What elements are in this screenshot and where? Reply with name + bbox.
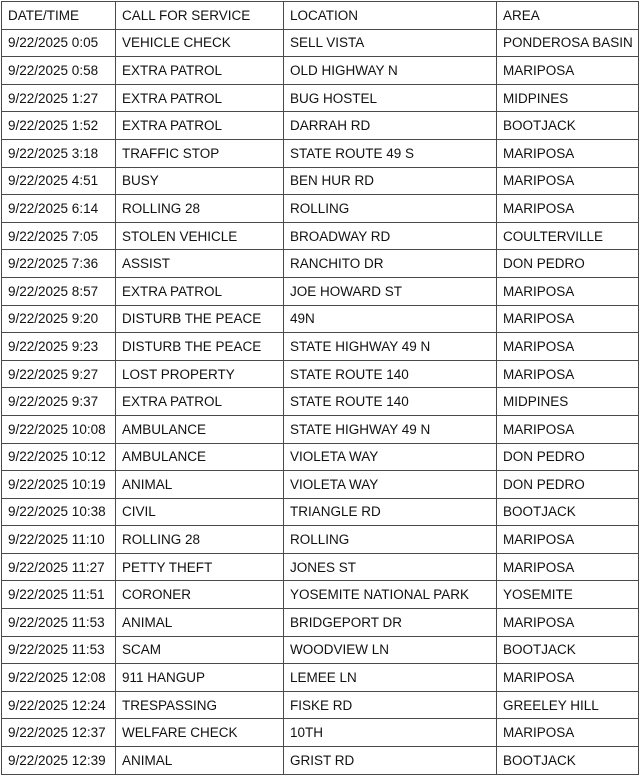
date-time-cell: 9/22/2025 10:38: [2, 498, 116, 526]
call-for-service-cell: EXTRA PATROL: [116, 84, 284, 112]
date-time-cell: 9/22/2025 12:39: [2, 747, 116, 775]
header-call-for-service: CALL FOR SERVICE: [116, 2, 284, 30]
call-for-service-cell: AMBULANCE: [116, 415, 284, 443]
date-time-cell: 9/22/2025 9:27: [2, 360, 116, 388]
area-cell: MARIPOSA: [497, 333, 639, 361]
call-for-service-cell: VEHICLE CHECK: [116, 29, 284, 57]
location-cell: TRIANGLE RD: [284, 498, 497, 526]
table-row: [2, 29, 639, 57]
area-cell: YOSEMITE: [497, 581, 639, 609]
date-time-cell: 9/22/2025 11:51: [2, 581, 116, 609]
call-for-service-cell: TRESPASSING: [116, 691, 284, 719]
table-row: [2, 691, 639, 719]
call-for-service-cell: SCAM: [116, 636, 284, 664]
table-row: [2, 277, 639, 305]
area-cell: BOOTJACK: [497, 498, 639, 526]
call-for-service-cell: EXTRA PATROL: [116, 388, 284, 416]
table-row: [2, 443, 639, 471]
location-cell: RANCHITO DR: [284, 250, 497, 278]
table-row: [2, 167, 639, 195]
area-cell: DON PEDRO: [497, 250, 639, 278]
table-row: [2, 222, 639, 250]
call-for-service-cell: AMBULANCE: [116, 443, 284, 471]
call-for-service-cell: ANIMAL: [116, 471, 284, 499]
date-time-cell: 9/22/2025 9:23: [2, 333, 116, 361]
call-for-service-cell: EXTRA PATROL: [116, 112, 284, 140]
table-row: [2, 526, 639, 554]
area-cell: MARIPOSA: [497, 195, 639, 223]
location-cell: STATE ROUTE 140: [284, 388, 497, 416]
area-cell: MARIPOSA: [497, 526, 639, 554]
location-cell: BROADWAY RD: [284, 222, 497, 250]
date-time-cell: 9/22/2025 8:57: [2, 277, 116, 305]
area-cell: MARIPOSA: [497, 553, 639, 581]
header-area: AREA: [497, 2, 639, 30]
area-cell: MARIPOSA: [497, 167, 639, 195]
date-time-cell: 9/22/2025 1:27: [2, 84, 116, 112]
table-row: [2, 360, 639, 388]
table-row: [2, 195, 639, 223]
call-for-service-cell: TRAFFIC STOP: [116, 139, 284, 167]
table-row: [2, 112, 639, 140]
call-for-service-cell: 911 HANGUP: [116, 664, 284, 692]
table-row: [2, 581, 639, 609]
call-for-service-cell: CIVIL: [116, 498, 284, 526]
call-for-service-cell: EXTRA PATROL: [116, 277, 284, 305]
call-for-service-cell: PETTY THEFT: [116, 553, 284, 581]
location-cell: GRIST RD: [284, 747, 497, 775]
call-for-service-cell: ROLLING 28: [116, 526, 284, 554]
area-cell: PONDEROSA BASIN: [497, 29, 639, 57]
call-for-service-cell: ANIMAL: [116, 747, 284, 775]
table-row: [2, 664, 639, 692]
table-row: [2, 471, 639, 499]
location-cell: JONES ST: [284, 553, 497, 581]
location-cell: YOSEMITE NATIONAL PARK: [284, 581, 497, 609]
location-cell: JOE HOWARD ST: [284, 277, 497, 305]
call-for-service-cell: ASSIST: [116, 250, 284, 278]
area-cell: MARIPOSA: [497, 139, 639, 167]
area-cell: DON PEDRO: [497, 471, 639, 499]
location-cell: LEMEE LN: [284, 664, 497, 692]
table-row: [2, 719, 639, 747]
area-cell: MARIPOSA: [497, 719, 639, 747]
area-cell: MIDPINES: [497, 84, 639, 112]
date-time-cell: 9/22/2025 0:58: [2, 57, 116, 85]
table-row: [2, 388, 639, 416]
call-for-service-cell: BUSY: [116, 167, 284, 195]
header-location: LOCATION: [284, 2, 497, 30]
area-cell: MARIPOSA: [497, 57, 639, 85]
call-for-service-cell: EXTRA PATROL: [116, 57, 284, 85]
date-time-cell: 9/22/2025 6:14: [2, 195, 116, 223]
date-time-cell: 9/22/2025 11:53: [2, 636, 116, 664]
area-cell: MARIPOSA: [497, 415, 639, 443]
table-row: [2, 609, 639, 637]
date-time-cell: 9/22/2025 3:18: [2, 139, 116, 167]
call-for-service-cell: ANIMAL: [116, 609, 284, 637]
location-cell: BUG HOSTEL: [284, 84, 497, 112]
location-cell: STATE ROUTE 49 S: [284, 139, 497, 167]
location-cell: ROLLING: [284, 526, 497, 554]
table-row: [2, 57, 639, 85]
header-row: [2, 2, 639, 30]
date-time-cell: 9/22/2025 12:08: [2, 664, 116, 692]
header-date-time: DATE/TIME: [2, 2, 116, 30]
location-cell: FISKE RD: [284, 691, 497, 719]
table-row: [2, 305, 639, 333]
area-cell: MARIPOSA: [497, 664, 639, 692]
area-cell: MARIPOSA: [497, 305, 639, 333]
table-row: [2, 84, 639, 112]
area-cell: BOOTJACK: [497, 112, 639, 140]
date-time-cell: 9/22/2025 4:51: [2, 167, 116, 195]
date-time-cell: 9/22/2025 11:27: [2, 553, 116, 581]
location-cell: SELL VISTA: [284, 29, 497, 57]
call-for-service-cell: WELFARE CHECK: [116, 719, 284, 747]
location-cell: DARRAH RD: [284, 112, 497, 140]
table-row: [2, 498, 639, 526]
date-time-cell: 9/22/2025 9:37: [2, 388, 116, 416]
call-for-service-cell: DISTURB THE PEACE: [116, 305, 284, 333]
date-time-cell: 9/22/2025 7:05: [2, 222, 116, 250]
location-cell: ROLLING: [284, 195, 497, 223]
area-cell: MARIPOSA: [497, 360, 639, 388]
call-for-service-cell: CORONER: [116, 581, 284, 609]
location-cell: STATE HIGHWAY 49 N: [284, 333, 497, 361]
location-cell: 49N: [284, 305, 497, 333]
date-time-cell: 9/22/2025 10:08: [2, 415, 116, 443]
area-cell: MIDPINES: [497, 388, 639, 416]
call-for-service-cell: LOST PROPERTY: [116, 360, 284, 388]
area-cell: BOOTJACK: [497, 747, 639, 775]
date-time-cell: 9/22/2025 10:19: [2, 471, 116, 499]
location-cell: STATE ROUTE 140: [284, 360, 497, 388]
table-row: [2, 250, 639, 278]
table-row: [2, 333, 639, 361]
table-row: [2, 553, 639, 581]
call-for-service-cell: STOLEN VEHICLE: [116, 222, 284, 250]
location-cell: OLD HIGHWAY N: [284, 57, 497, 85]
location-cell: VIOLETA WAY: [284, 443, 497, 471]
area-cell: MARIPOSA: [497, 609, 639, 637]
date-time-cell: 9/22/2025 0:05: [2, 29, 116, 57]
table-row: [2, 415, 639, 443]
table-body: [2, 29, 639, 774]
area-cell: BOOTJACK: [497, 636, 639, 664]
table-row: [2, 636, 639, 664]
area-cell: MARIPOSA: [497, 277, 639, 305]
call-for-service-cell: DISTURB THE PEACE: [116, 333, 284, 361]
table-row: [2, 139, 639, 167]
date-time-cell: 9/22/2025 11:10: [2, 526, 116, 554]
location-cell: WOODVIEW LN: [284, 636, 497, 664]
date-time-cell: 9/22/2025 9:20: [2, 305, 116, 333]
date-time-cell: 9/22/2025 10:12: [2, 443, 116, 471]
table-header: [2, 2, 639, 30]
area-cell: GREELEY HILL: [497, 691, 639, 719]
date-time-cell: 9/22/2025 12:37: [2, 719, 116, 747]
location-cell: BRIDGEPORT DR: [284, 609, 497, 637]
location-cell: BEN HUR RD: [284, 167, 497, 195]
location-cell: STATE HIGHWAY 49 N: [284, 415, 497, 443]
location-cell: VIOLETA WAY: [284, 471, 497, 499]
area-cell: DON PEDRO: [497, 443, 639, 471]
table-row: [2, 747, 639, 775]
date-time-cell: 9/22/2025 12:24: [2, 691, 116, 719]
call-for-service-cell: ROLLING 28: [116, 195, 284, 223]
date-time-cell: 9/22/2025 7:36: [2, 250, 116, 278]
date-time-cell: 9/22/2025 1:52: [2, 112, 116, 140]
call-log-table: [1, 1, 639, 775]
location-cell: 10TH: [284, 719, 497, 747]
area-cell: COULTERVILLE: [497, 222, 639, 250]
date-time-cell: 9/22/2025 11:53: [2, 609, 116, 637]
